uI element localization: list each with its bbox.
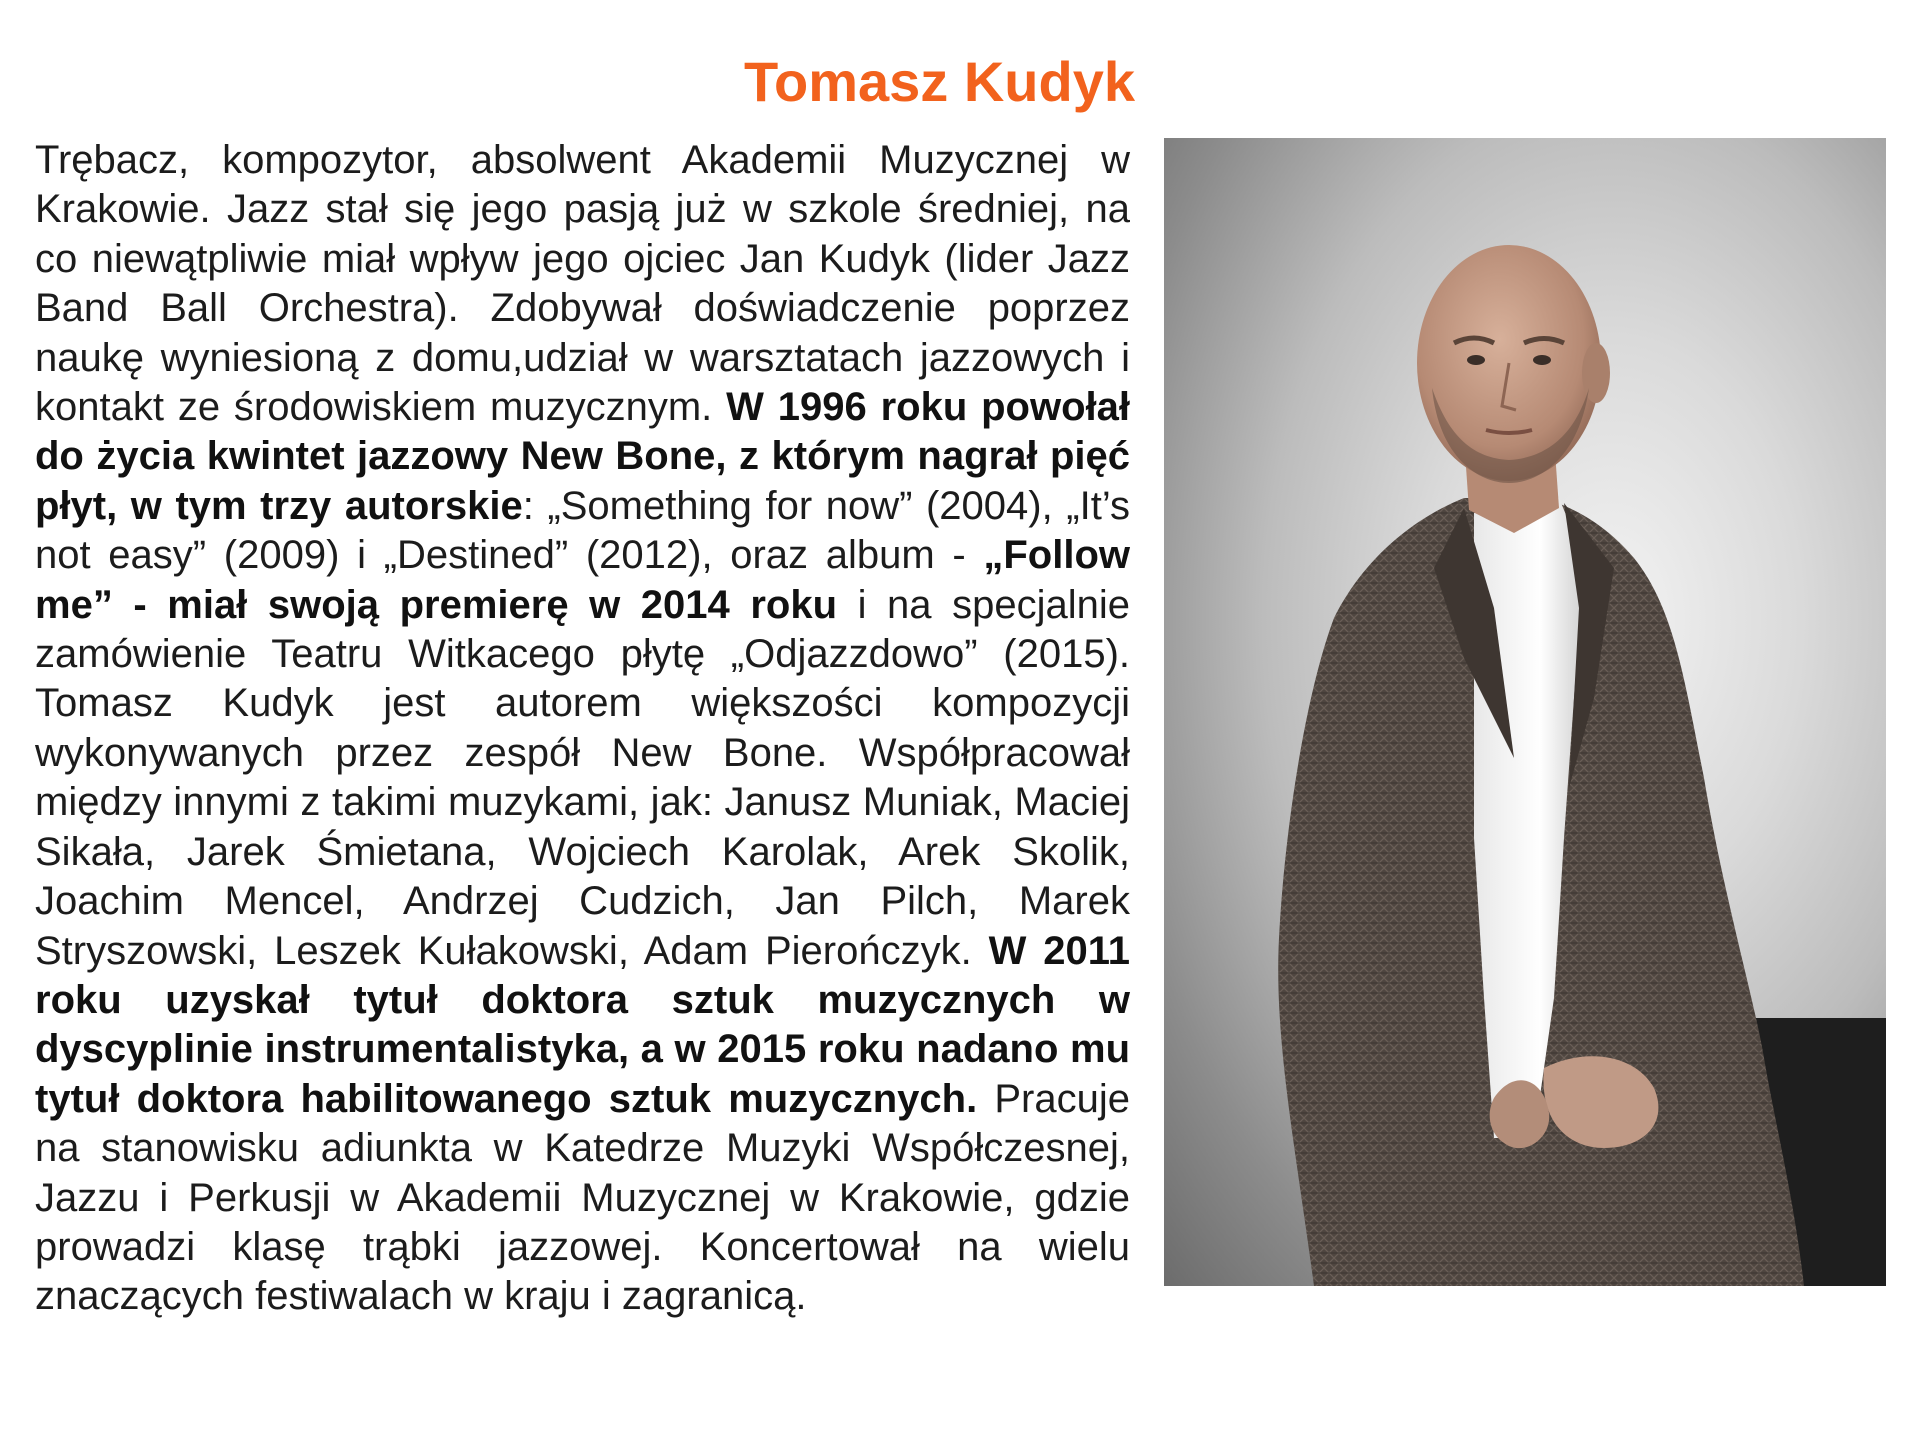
biography-text: [35, 136, 1130, 1322]
eye-right: [1533, 355, 1551, 365]
bio-bold-1: W 1996 roku powołał do życia kwintet jazzowy New Bone, z którym nagrał pięć płyt, w tym trzy autorskie: [35, 385, 1130, 528]
bio-bold-3: W 2011 roku uzyskał tytuł doktora sztuk muzycznych w dyscyplinie instrumentalistyka, a w 2015 roku nadano mu tytuł doktora habilitowanego sztuk muzycznych.: [35, 928, 1131, 1121]
bio-bold-2: „Follow me” - miał swoją premierę w 2014 roku: [35, 533, 1130, 627]
bio-text-4: Pracuje na stanowisku adiunkta w Katedrze Muzyki Współczesnej, Jazzu i Perkusji w Akademii Muzycznej w Krakowie, gdzie prowadzi klasę trąbki jazzowej. Koncertował na wielu znaczących festiwalach w kraju i zagranicą.: [35, 1076, 1130, 1319]
bio-text-1: Trębacz, kompozytor, absolwent Akademii Muzycznej w Krakowie. Jazz stał się jego pasją już w szkole średniej, na co niewątpliwie miał wpływ jego ojciec Jan Kudyk (lider Jazz Band Ball Orchestra). Zdobywał doświadczenie poprzez naukę wyniesioną z domu,udział w warsztatach jazzowych i kontakt ze środowiskiem muzycznym.: [35, 138, 1130, 430]
bio-text-2: : „Something for now” (2004), „It’s not easy” (2009) i „Destined” (2012), oraz album -: [35, 483, 1130, 578]
portrait-photo: [1164, 138, 1886, 1286]
ear-right: [1582, 343, 1610, 403]
portrait-illustration: [1164, 138, 1886, 1286]
eye-left: [1467, 355, 1485, 365]
bio-text-3: i na specjalnie zamówienie Teatru Witkacego płytę „Odjazzdowo” (2015). Tomasz Kudyk jest autorem większości kompozycji wykonywanych przez zespół New Bone. Współpracował między innymi z takimi muzykami, jak: Janusz Muniak, Maciej Sikała, Jarek Śmietana, Wojciech Karolak, Arek Skolik, Joachim Mencel, Andrzej Cudzich, Jan Pilch, Marek Stryszowski, Leszek Kułakowski, Adam Pierończyk.: [35, 582, 1130, 973]
page-title: Tomasz Kudyk: [743, 50, 1135, 113]
